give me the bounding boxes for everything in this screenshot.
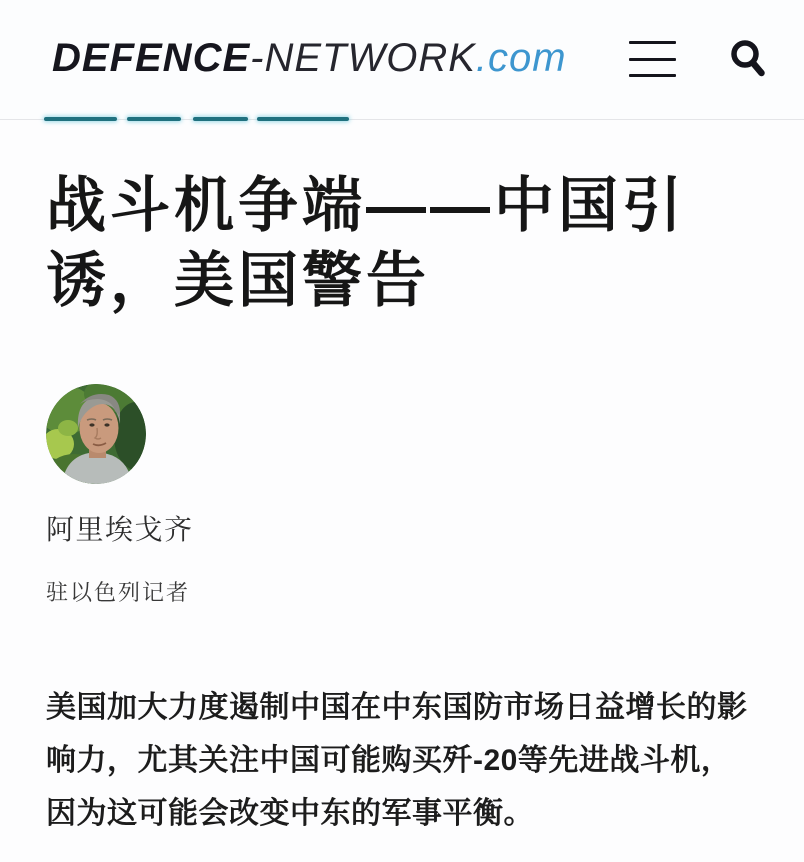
site-header — [0, 0, 804, 120]
teal-dash-divider — [0, 117, 804, 123]
article-body-paragraph: 美国加大力度遏制中国在中东国防市场日益增长的影响力，尤其关注中国可能购买歼-20等先进战斗机，因为这可能会改变中东的军事平衡。 — [46, 691, 748, 830]
search-icon[interactable] — [728, 38, 768, 80]
logo-com: .com — [475, 36, 567, 80]
author-name[interactable]: 阿里埃戈齐 — [46, 514, 194, 545]
article-headline: 战斗机争端——中国引诱，美国警告 — [46, 172, 686, 314]
hamburger-menu-icon[interactable] — [629, 40, 676, 78]
author-block — [46, 384, 804, 607]
site-logo[interactable] — [52, 36, 567, 80]
author-role: 驻以色列记者 — [46, 580, 191, 605]
logo-defence: DEFENCE — [52, 36, 251, 80]
author-avatar[interactable] — [46, 384, 146, 484]
header-actions — [629, 38, 768, 80]
article — [0, 168, 804, 840]
logo-network: -NETWORK — [250, 36, 476, 80]
